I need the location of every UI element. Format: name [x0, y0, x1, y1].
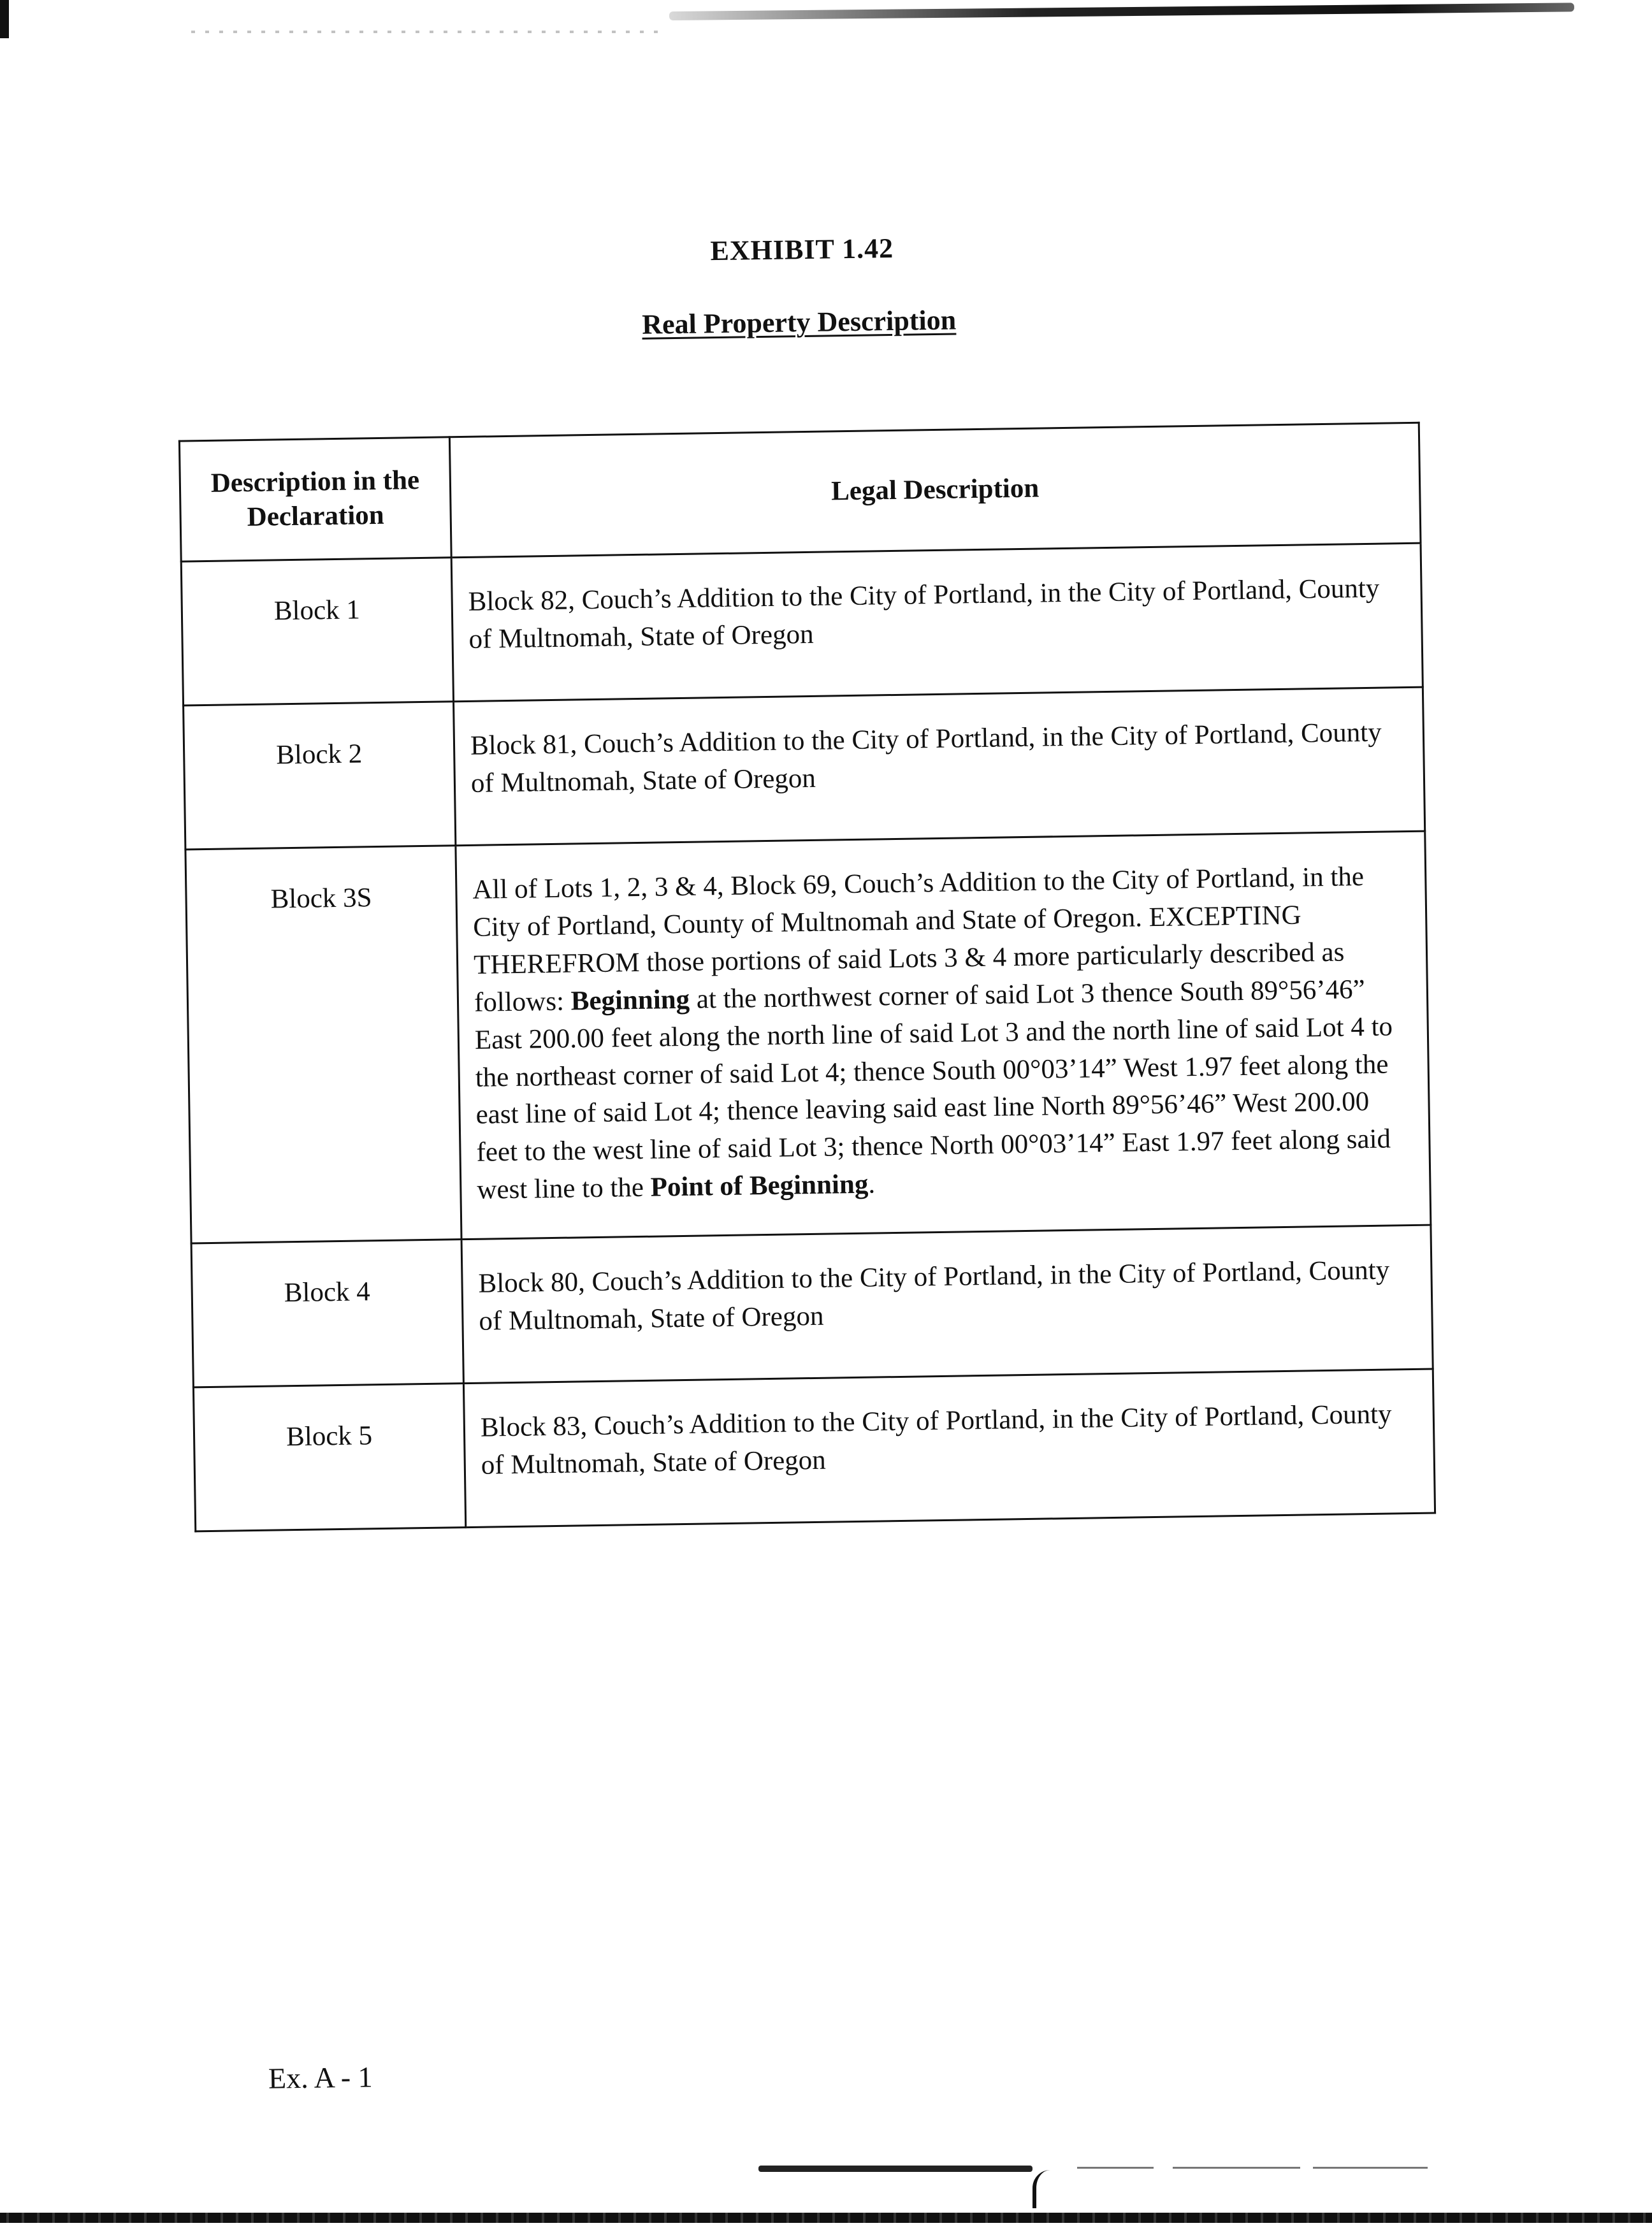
legal-description-cell: Block 81, Couch’s Addition to the City of Portland, in the City of Portland, County of Multnomah, State of Oregon	[454, 687, 1425, 846]
legal-bold-point-of-beginning: Point of Beginning	[650, 1169, 869, 1203]
table-row	[185, 831, 1431, 1243]
legal-description-cell	[456, 831, 1431, 1239]
block-name-cell: Block 2	[184, 702, 456, 850]
block-name-cell: Block 1	[181, 558, 453, 705]
legal-description-cell: Block 82, Couch’s Addition to the City of Portland, in the City of Portland, County of Multnomah, State of Oregon	[451, 543, 1423, 702]
legal-text-segment: at the northwest corner of said Lot 3 thence South 89°56’46” East 200.00 feet along the north line of said Lot 3 and the north line of said Lot 4 to the northeast corner of said Lot 4; thence South 00°03’14” West 1.97 feet along the east line of said Lot 4; thence leaving said east line North 89°56’46” West 200.00 feet to the west line of said Lot 3; thence North 00°03’14” East 1.97 feet along said west line to the	[474, 974, 1393, 1206]
block-name-cell: Block 3S	[185, 846, 461, 1243]
exhibit-title: EXHIBIT 1.42	[710, 232, 894, 267]
legal-bold-beginning: Beginning	[570, 984, 690, 1016]
legal-text-segment: .	[867, 1169, 876, 1199]
column-header-declaration: Description in the Declaration	[179, 437, 451, 561]
block-name-cell: Block 4	[191, 1240, 463, 1387]
table-row	[181, 543, 1423, 705]
legal-description-cell: Block 83, Couch’s Addition to the City of Portland, in the City of Portland, County of Multnomah, State of Oregon	[463, 1369, 1435, 1528]
document-subtitle: Real Property Description	[641, 304, 957, 340]
column-header-legal: Legal Description	[449, 423, 1421, 558]
page-number-label: Ex. A - 1	[268, 2060, 373, 2095]
legal-text-segment: All of Lots 1, 2, 3 & 4, Block 69, Couch’s Addition to the City of Portland, in the City of Portland, County of Multnomah and State of Oregon. EXCEPTING THEREFROM those portions of said Lots 3 & 4 more particularly described as follows:	[472, 862, 1365, 1018]
block-name-cell: Block 5	[193, 1384, 465, 1531]
property-description-table	[178, 422, 1436, 1533]
table-header-row	[179, 423, 1421, 561]
table-row	[191, 1225, 1433, 1387]
legal-description-cell: Block 80, Couch’s Addition to the City of Portland, in the City of Portland, County of Multnomah, State of Oregon	[461, 1225, 1433, 1384]
table-row	[184, 687, 1425, 850]
table-row	[193, 1369, 1435, 1531]
